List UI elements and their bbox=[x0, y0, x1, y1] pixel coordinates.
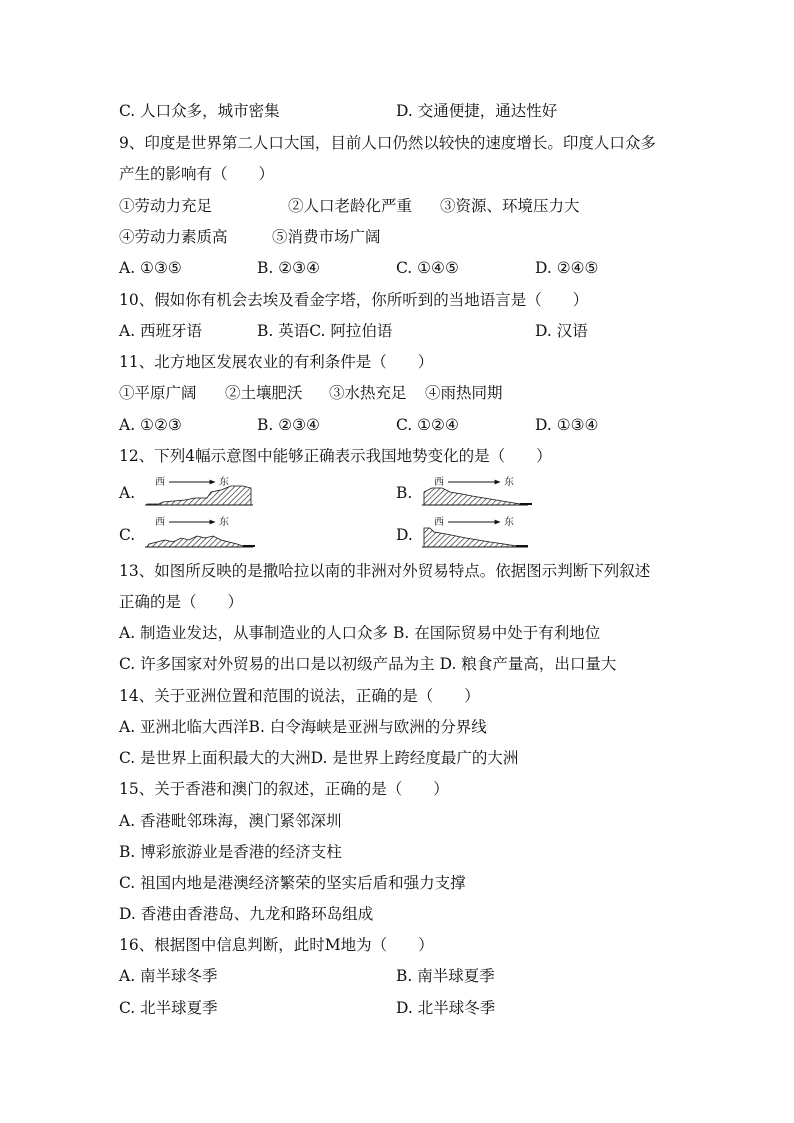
q12-figure-a-west: 西 bbox=[155, 477, 165, 488]
q15-option-d: D. 香港由香港岛、九龙和路环岛组成 bbox=[119, 905, 374, 923]
q12-figure-b-east: 东 bbox=[504, 477, 514, 488]
q11-item-2: ②土壤肥沃 bbox=[225, 384, 303, 402]
q9-stem-line1: 9、印度是世界第二人口大国，目前人口仍然以较快的速度增长。印度人口众多 bbox=[119, 134, 656, 152]
q16-option-d: D. 北半球冬季 bbox=[396, 999, 496, 1017]
q16-stem: 16、根据图中信息判断，此时M地为（ ） bbox=[119, 936, 434, 954]
q15-option-a: A. 香港毗邻珠海，澳门紧邻深圳 bbox=[119, 812, 342, 830]
q12-figure-c-east: 东 bbox=[219, 517, 229, 528]
q9-item-3: ③资源、环境压力大 bbox=[440, 197, 580, 215]
q10-option-a: A. 西班牙语 bbox=[119, 322, 203, 340]
q9-item-2: ②人口老龄化严重 bbox=[288, 197, 413, 215]
q13-options-ab: A. 制造业发达，从事制造业的人口众多 B. 在国际贸易中处于有利地位 bbox=[119, 624, 601, 642]
q12-figure-d-west: 西 bbox=[434, 517, 444, 528]
q11-item-1: ①平原广阔 bbox=[119, 384, 197, 402]
q15-option-b: B. 博彩旅游业是香港的经济支柱 bbox=[119, 843, 342, 861]
q12-figure-a bbox=[145, 474, 257, 508]
q12-figure-d-east: 东 bbox=[504, 517, 514, 528]
q16-option-b: B. 南半球夏季 bbox=[396, 967, 495, 985]
q15-option-c: C. 祖国内地是港澳经济繁荣的坚实后盾和强力支撑 bbox=[119, 874, 466, 892]
q16-option-a: A. 南半球冬季 bbox=[119, 967, 218, 985]
q13-stem-line2: 正确的是（ ） bbox=[119, 593, 244, 611]
q9-option-c: C. ①④⑤ bbox=[396, 259, 459, 277]
q15-stem: 15、关于香港和澳门的叙述，正确的是（ ） bbox=[119, 780, 449, 798]
q12-label-c: C. bbox=[119, 526, 136, 544]
q12-figure-c-west: 西 bbox=[155, 517, 165, 528]
q9-item-5: ⑤消费市场广阔 bbox=[272, 228, 381, 246]
q12-figure-b-west: 西 bbox=[434, 477, 444, 488]
q12-figure-b bbox=[420, 474, 535, 508]
q16-option-c: C. 北半球夏季 bbox=[119, 999, 218, 1017]
q12-label-d: D. bbox=[396, 526, 413, 544]
q14-stem: 14、关于亚洲位置和范围的说法，正确的是（ ） bbox=[119, 687, 480, 705]
q9-option-a: A. ①③⑤ bbox=[119, 259, 182, 277]
q14-options-ab: A. 亚洲北临大西洋B. 白令海峡是亚洲与欧洲的分界线 bbox=[119, 718, 487, 736]
q11-option-c: C. ①②④ bbox=[396, 416, 459, 434]
q10-option-d: D. 汉语 bbox=[535, 322, 588, 340]
q12-figure-c bbox=[145, 514, 257, 550]
q11-option-b: B. ②③④ bbox=[257, 416, 320, 434]
q14-options-cd: C. 是世界上面积最大的大洲D. 是世界上跨经度最广的大洲 bbox=[119, 749, 519, 767]
q11-item-3: ③水热充足 bbox=[329, 384, 407, 402]
q10-stem: 10、假如你有机会去埃及看金字塔，你所听到的当地语言是（ ） bbox=[119, 291, 589, 309]
q13-options-cd: C. 许多国家对外贸易的出口是以初级产品为主 D. 粮食产量高，出口量大 bbox=[119, 655, 617, 673]
q11-option-a: A. ①②③ bbox=[119, 416, 182, 434]
q8-option-c: C. 人口众多，城市密集 bbox=[119, 102, 280, 120]
q9-option-d: D. ②④⑤ bbox=[535, 259, 599, 277]
q12-label-a: A. bbox=[119, 484, 136, 502]
q10-option-bc: B. 英语C. 阿拉伯语 bbox=[257, 322, 393, 340]
q11-item-4: ④雨热同期 bbox=[425, 384, 503, 402]
q11-option-d: D. ①③④ bbox=[535, 416, 599, 434]
q12-figure-a-east: 东 bbox=[219, 477, 229, 488]
q11-stem: 11、北方地区发展农业的有利条件是（ ） bbox=[119, 353, 434, 371]
q12-figure-d bbox=[420, 514, 535, 550]
q9-item-1: ①劳动力充足 bbox=[119, 197, 213, 215]
q9-option-b: B. ②③④ bbox=[257, 259, 320, 277]
q8-option-d: D. 交通便捷，通达性好 bbox=[396, 102, 558, 120]
q9-stem-line2: 产生的影响有（ ） bbox=[119, 165, 275, 183]
q9-item-4: ④劳动力素质高 bbox=[119, 228, 228, 246]
q12-label-b: B. bbox=[396, 484, 413, 502]
q13-stem-line1: 13、如图所反映的是撒哈拉以南的非洲对外贸易特点。依据图示判断下列叙述 bbox=[119, 562, 651, 580]
q12-stem: 12、下列4幅示意图中能够正确表示我国地势变化的是（ ） bbox=[119, 447, 552, 465]
